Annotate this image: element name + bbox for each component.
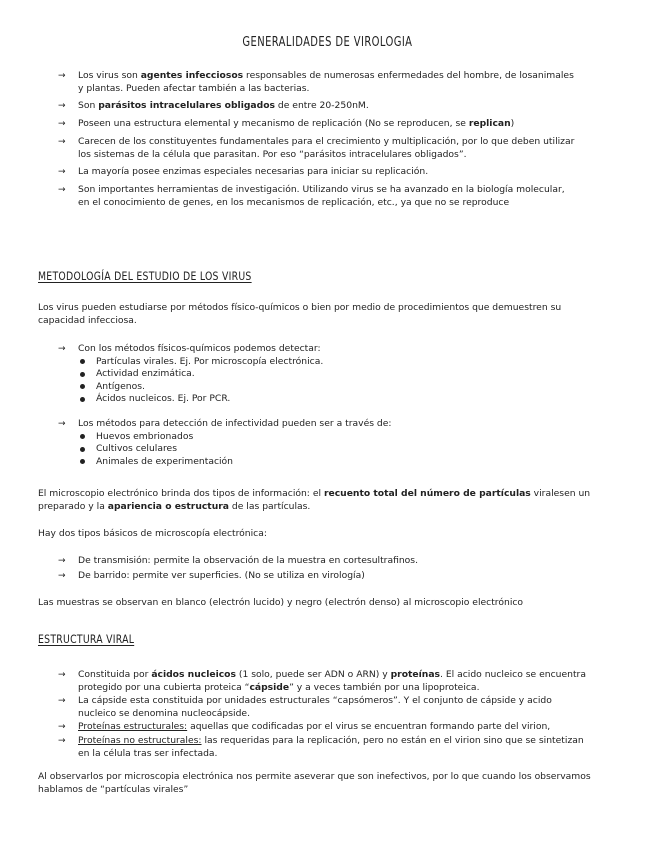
infect-bullets <box>78 431 578 469</box>
list-item: → Son importantes herramientas de investigación. Utilizando virus se ha avanzado en la biología molecular, en el conocimiento de genes, en los mecanismos de replicación, etc., ya que no se reproduce <box>58 184 565 208</box>
arrow-icon: → <box>58 71 66 81</box>
bullet-item: Ácidos nucleicos. Ej. Por PCR. <box>78 393 578 406</box>
arrow-icon: → <box>58 136 66 147</box>
structure-list <box>58 669 588 761</box>
structure-heading: ESTRUCTURA VIRAL <box>38 632 135 646</box>
arrow-icon: → <box>58 670 66 680</box>
bullet-item: Antígenos. <box>78 381 578 394</box>
bullet-item: Huevos embrionados <box>78 431 578 444</box>
list-item: → Son parásitos intracelulares obligados de entre 20-250nM. <box>58 100 369 112</box>
arrow-icon: → <box>58 722 66 733</box>
arrow-icon: → <box>58 735 66 746</box>
bullet-item: Animales de experimentación <box>78 456 578 469</box>
physchem-list <box>58 343 578 406</box>
list-item: → De barrido: permite ver superficies. (No se utiliza en virología) <box>58 569 365 581</box>
infect-list <box>58 418 578 468</box>
arrow-icon: → <box>58 167 66 178</box>
bullet-icon <box>80 459 85 464</box>
samples-paragraph: Las muestras se observan en blanco (electrón lucido) y negro (electrón denso) al microscopio electrónico <box>38 597 524 608</box>
bullet-icon <box>80 372 85 377</box>
page-title: GENERALIDADES DE VIROLOGIA <box>242 34 413 50</box>
bullet-icon <box>80 384 85 389</box>
list-item: → Proteínas no estructurales: las requeridas para la replicación, pero no están en el virion sino que se sintetizan en la célula tras ser infectada. <box>58 734 584 759</box>
arrow-icon: → <box>58 344 66 354</box>
list-item: → Los virus son agentes infecciosos responsables de numerosas enfermedades del hombre, de losanimales y plantas. Pueden afectar también a las bacterias. <box>58 70 574 94</box>
bullet-icon <box>80 434 85 439</box>
list-item: → Carecen de los constituyentes fundamentales para el crecimiento y multiplicación, por lo que deben utilizar los sistemas de la célula que parasitan. Por eso “parásitos intracelulares obligados”. <box>58 135 575 160</box>
list-item: → De transmisión: permite la observación de la muestra en cortesultrafinos. <box>58 555 419 566</box>
list-item: → Proteínas estructurales: aquellas que codificadas por el virus se encuentran formando parte del virion, <box>58 721 551 733</box>
arrow-icon: → <box>58 119 66 130</box>
list-item: → Poseen una estructura elemental y mecanismo de replicación (No se reproducen, se replican) <box>58 118 515 130</box>
arrow-icon: → <box>58 696 66 707</box>
bullet-item: Partículas virales. Ej. Por microscopía electrónica. <box>78 356 578 369</box>
arrow-icon: → <box>58 570 66 581</box>
bullet-icon <box>80 397 85 402</box>
arrow-icon: → <box>58 101 66 112</box>
microscopy-types-list <box>58 555 578 587</box>
microscope-paragraph: El microscopio electrónico brinda dos tipos de información: el recuento total del número de partículas viralesen un preparado y la apariencia o estructura de las partículas. <box>38 488 591 512</box>
list-item: → Constituida por ácidos nucleicos (1 solo, puede ser ADN o ARN) y proteínas. El acido nucleico se encuentra protegido por una cubierta proteica “cápside” y a veces también por una lipoproteica. <box>58 669 586 693</box>
arrow-icon: → <box>58 185 66 196</box>
methodology-paragraph: Los virus pueden estudiarse por métodos físico-químicos o bien por medio de procedimientos que demuestren su capacidad infecciosa. <box>38 302 562 326</box>
closing-paragraph: Al observarlos por microscopia electrónica nos permite aseverar que son inefectivos, por lo que cuando los observamos hablamos de “partículas virales” <box>38 771 591 795</box>
list-item: → La cápside esta constituida por unidades estructurales “capsómeros”. Y el conjunto de cápside y acido nucleico se denomina nucleocápside. <box>58 695 552 719</box>
methodology-heading: METODOLOGÍA DEL ESTUDIO DE LOS VIRUS <box>38 269 252 283</box>
arrow-icon: → <box>58 419 66 429</box>
physchem-bullets <box>78 356 578 406</box>
arrow-icon: → <box>58 556 66 566</box>
list-item: → Con los métodos físicos-químicos podemos detectar: Partículas virales. Ej. Por microscopía electrónica. Actividad enzimática. Antígenos. Ácidos nucleicos. Ej. Por PCR. <box>58 343 578 406</box>
bullet-item: Actividad enzimática. <box>78 368 578 381</box>
list-item: → Los métodos para detección de infectividad pueden ser a través de: Huevos embrionados Cultivos celulares Animales de experimentación <box>58 418 578 468</box>
microscopy-types-intro: Hay dos tipos básicos de microscopía electrónica: <box>38 528 267 539</box>
bullet-item: Cultivos celulares <box>78 443 578 456</box>
intro-list <box>58 70 578 214</box>
list-item: → La mayoría posee enzimas especiales necesarias para iniciar su replicación. <box>58 166 429 178</box>
bullet-icon <box>80 359 85 364</box>
bullet-icon <box>80 447 85 452</box>
